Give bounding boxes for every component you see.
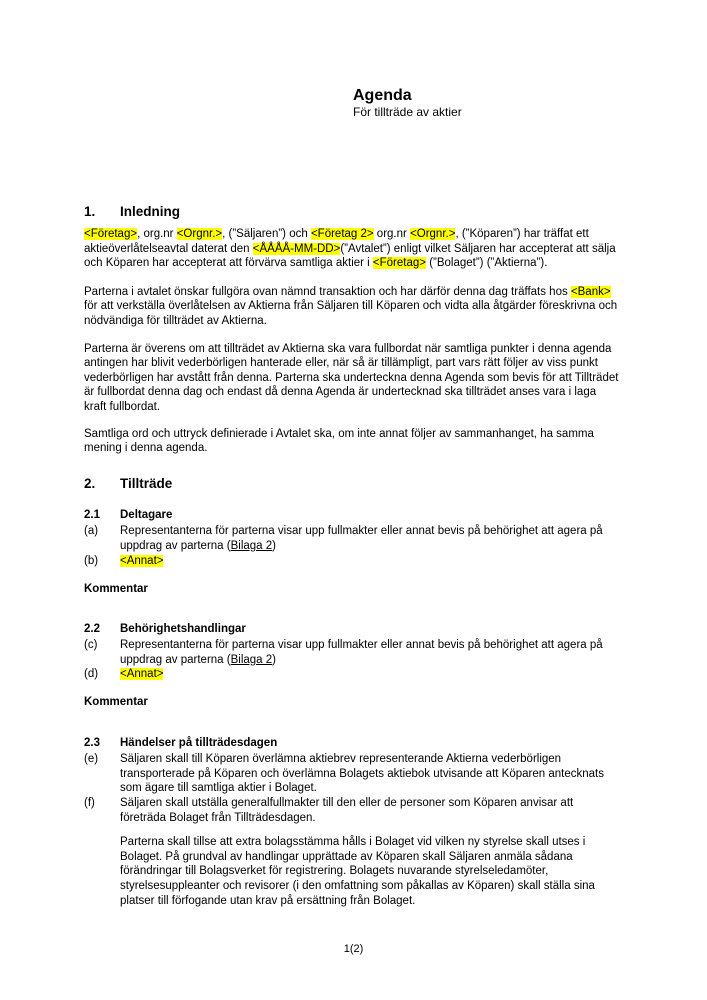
intro-paragraph-2 <box>84 285 620 329</box>
list-item-c <box>84 638 620 667</box>
item-c-text: Representanterna för parterna visar upp fullmakter eller annat bevis på behörighet att agera på uppdrag av parterna ( <box>120 639 603 666</box>
item-c-text-after: ) <box>272 653 277 666</box>
section-1-number: 1. <box>84 204 96 219</box>
subsection-2-2-number: 2.2 <box>84 622 100 635</box>
list-item-b <box>84 554 620 569</box>
intro-paragraph-4: Samtliga ord och uttryck definierade i Avtalet ska, om inte annat följer av sammanhanget, ha samma mening i denna agenda. <box>84 427 594 455</box>
text-run: org.nr <box>373 228 411 240</box>
list-item-d <box>84 667 620 682</box>
item-d-marker: (d) <box>84 668 99 681</box>
comment-label-1: Kommentar <box>84 583 148 596</box>
subsection-2-1-number: 2.1 <box>84 508 100 521</box>
item-a-body <box>120 524 620 553</box>
item-b-marker: (b) <box>84 554 99 567</box>
item-a-text-after: ) <box>272 539 277 552</box>
text-run: , org.nr <box>137 228 177 240</box>
text-run: för att verkställa överlåtelsen av Aktierna från Säljaren till Köparen och vidta alla åtgärder föreskrivna och nödvändiga för tillträdet av Aktierna. <box>84 300 618 327</box>
text-run: , (”Säljaren”) och <box>222 228 311 240</box>
subsection-2-1-heading <box>84 508 620 523</box>
text-run: Parterna i avtalet önskar fullgöra ovan nämnd transaktion och har därför denna dag träffats hos <box>84 285 571 298</box>
item-a-marker: (a) <box>84 525 99 538</box>
text-run: (”Avtalet”) enligt vilket Säljaren har accepterat att sälja och Köparen har accepterat att förvärva samtliga aktier i <box>84 242 616 270</box>
bilaga-2-link[interactable]: Bilaga 2 <box>230 653 273 666</box>
placeholder-agreement-date[interactable]: <ÅÅÅÅ-MM-DD> <box>252 242 341 255</box>
placeholder-bank[interactable]: <Bank> <box>570 285 611 298</box>
item-f-continuation-paragraph: Parterna skall tillse att extra bolagsstämma hålls i Bolaget vid vilken ny styrelse skall utses i Bolaget. På grundval av handlingar upprättade av Köparen skall Säljaren anmäla sådana förändringar till Bolagsverket för registrering. Bolagets nuvarande styrelseledamöter, styrelsesuppleanter och revisorer (i den omfattning som påkallas av Köparen) skall ställa sina platser till förfogande utan krav på ersättning från Bolaget. <box>120 836 595 907</box>
placeholder-other-1[interactable]: <Annat> <box>120 554 164 567</box>
item-a-text: Representanterna för parterna visar upp fullmakter eller annat bevis på behörighet att agera på uppdrag av parterna ( <box>120 525 603 552</box>
intro-paragraph-3: Parterna är överens om att tillträdet av Aktierna ska vara fullbordat när samtliga punkter i denna agenda antingen har blivit vederbörligen hanterade eller, när så är tillämpligt, part vars rätt följer av viss punkt vederbörligen har avstått från denna. Parterna ska underteckna denna Agenda som bevis för att Tillträdet är fullbordat denna dag och endast då denna Agenda är undertecknad ska tillträdet anses vara i laga kraft fullbordat. <box>84 342 619 413</box>
page-number: 1(2) <box>343 943 364 955</box>
placeholder-other-2[interactable]: <Annat> <box>120 668 164 681</box>
list-item-f <box>84 796 620 825</box>
section-2-title: Tillträde <box>120 475 173 491</box>
placeholder-buyer-orgnr[interactable]: <Orgnr.> <box>410 228 456 240</box>
placeholder-seller-orgnr[interactable]: <Orgnr.> <box>176 228 223 240</box>
list-item-a <box>84 524 620 553</box>
section-1-title: Inledning <box>120 204 180 219</box>
item-c-marker: (c) <box>84 639 98 652</box>
document-subtitle: För tillträde av aktier <box>353 105 462 119</box>
subsection-2-3-heading <box>84 736 620 751</box>
comment-label-2: Kommentar <box>84 696 148 709</box>
subsection-2-2-title: Behörighetshandlingar <box>120 622 246 635</box>
placeholder-target-company[interactable]: <Företag> <box>372 257 426 270</box>
item-f-marker: (f) <box>84 797 95 810</box>
subsection-2-2-heading <box>84 622 620 637</box>
item-b-body <box>120 554 620 569</box>
item-c-body <box>120 638 620 667</box>
document-title: Agenda <box>353 87 412 104</box>
title-block <box>353 0 620 120</box>
item-e-body: Säljaren skall till Köparen överlämna aktiebrev representerande Aktierna vederbörligen transporterade på Köparen och överlämna Bolagets aktiebok utvisande att Köparen antecknats som ägare till samtliga aktier i Bolaget. <box>120 753 604 795</box>
section-2-number: 2. <box>84 475 96 491</box>
list-item-e <box>84 752 620 796</box>
bilaga-2-link[interactable]: Bilaga 2 <box>230 539 273 552</box>
placeholder-seller-company[interactable]: <Företag> <box>84 228 138 240</box>
section-1-heading <box>84 204 620 220</box>
subsection-2-3-title: Händelser på tillträdesdagen <box>120 736 278 749</box>
item-e-marker: (e) <box>84 753 99 766</box>
text-run: (”Bolaget”) (”Aktierna”). <box>426 257 548 270</box>
subsection-2-1-title: Deltagare <box>120 508 173 521</box>
intro-paragraph-1 <box>84 227 620 271</box>
placeholder-buyer-company[interactable]: <Företag 2> <box>310 228 374 240</box>
item-d-body <box>120 667 620 682</box>
subsection-2-3-number: 2.3 <box>84 736 100 749</box>
text-run: , (”Köparen”) har träffat ett aktieöverlåtelseavtal daterat den <box>84 228 589 255</box>
section-2-heading <box>84 476 620 492</box>
item-f-body: Säljaren skall utställa generalfullmakter till den eller de personer som Köparen anvisar att företräda Bolaget från Tillträdesdagen. <box>120 797 574 824</box>
